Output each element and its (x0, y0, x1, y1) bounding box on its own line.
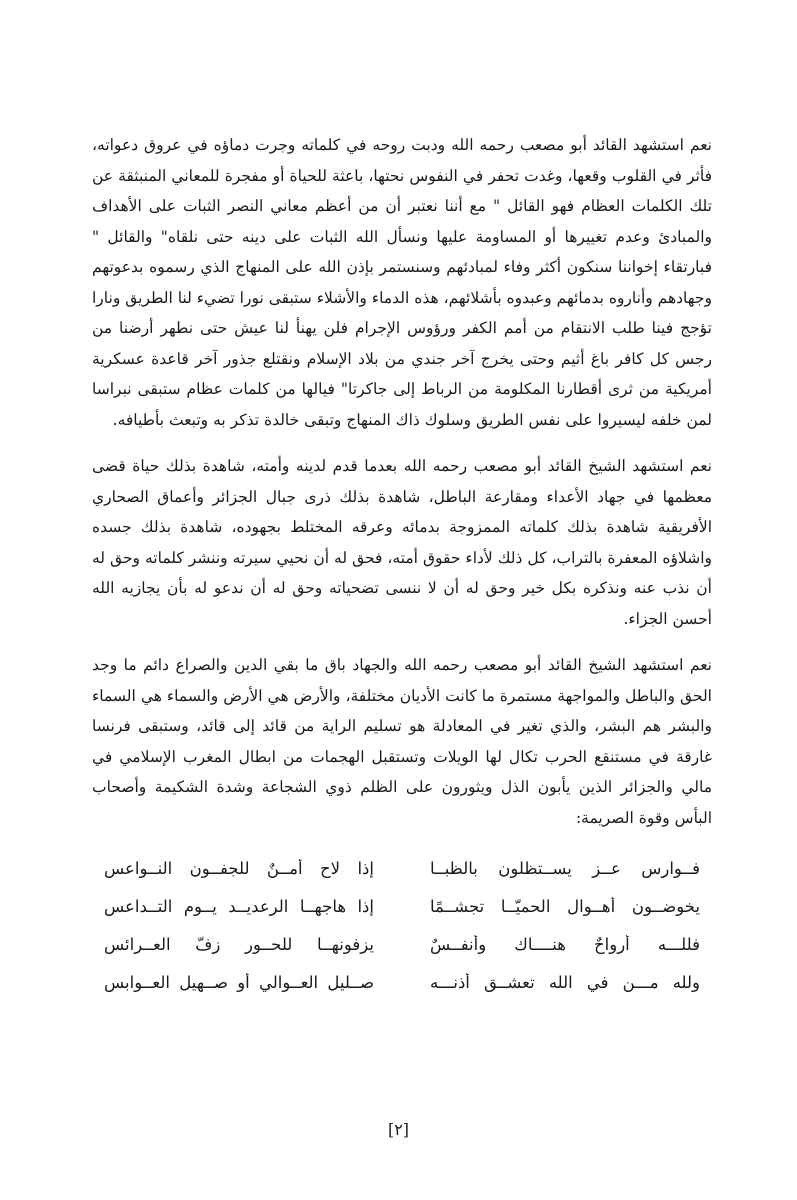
paragraph-1: نعم استشهد القائد أبو مصعب رحمه الله ودبت روحه في كلماته وجرت دماؤه في عروق دعواته، فأثر في القلوب وقعها، وغدت تحفر في النفوس نحتها، باعثة للحياة أو مفجرة للمعاني المنبثقة عن تلك الكلمات العظام فهو القائل " مع أننا نعتبر أن من أعظم معاني النصر الثبات على الأهداف والمبادئ وعدم تغييرها أو المساومة عليها ونسأل الله الثبات على دينه حتى نلقاه" والقائل " فبارتقاء إخواننا سنكون أكثر وفاء لمبادئهم وسنستمر بإذن الله على المنهاج الذي رسموه بدعوتهم وجهادهم وأناروه بدمائهم وعبدوه بأشلائهم، هذه الدماء والأشلاء ستبقى نورا تضيء لنا الطريق ونارا تؤجج فينا طلب الانتقام من أمم الكفر ورؤوس الإجرام فلن يهنأ لنا عيش حتى نطهر أرضنا من رجس كل كافر باغ أثيم وحتى يخرج آخر جندي من بلاد الإسلام ونقتلع جذور آخر قاعدة عسكرية أمريكية من ثرى أقطارنا المكلومة من الرباط إلى جاكرتا" فيالها من كلمات عظام ستبقى نبراسا لمن خلفه ليسيروا على نفس الطريق وسلوك ذاك المنهاج وتبقى خالدة تذكر به وتبعث بأطيافه. (92, 136, 712, 429)
verse-second-hemistich: إذا هاجهــا الرعديــد يــوم التــداعسِ (104, 896, 374, 916)
poem-verse (92, 849, 712, 887)
paragraph-2: نعم استشهد الشيخ القائد أبو مصعب رحمه الله بعدما قدم لدينه وأمته، شاهدة بذلك حياة قضى معظمها في جهاد الأعداء ومقارعة الباطل، شاهدة بذلك ذرى جبال الجزائر وأعماق الصحاري الأفريقية شاهدة بذلك كلماته الممزوجة بدمائه وعرقه المختلط بجهوده، شاهدة بذلك جسده واشلاؤه المعفرة بالتراب، كل ذلك لأداء حقوق أمته، فحق له أن نحيي سيرته وننشر كلماته وحق له أن نذب عنه ونذكره بكل خير وحق له أن لا ننسى تضحياته وحق له أن ندعو له بأن يجازيه الله أحسن الجزاء. (92, 457, 712, 628)
verse-first-hemistich: فللـــه أرواحٌ هنــــاك وأنفــسٌ (430, 934, 700, 954)
body-text (92, 130, 712, 1001)
verse-first-hemistich: يخوضــون أهــوال الحميّــا تجشــمًا (430, 896, 700, 916)
verse-second-hemistich: يزفونهــا للحــور زفّ العــرائسِ (104, 934, 374, 954)
verse-first-hemistich: فــوارس عــز يســتظلون بالظبــا (430, 858, 700, 878)
poem (92, 849, 712, 1001)
poem-verse (92, 887, 712, 925)
page-number: [٢] (387, 1120, 410, 1139)
verse-second-hemistich: صــليل العــوالي أو صــهيل العــوابسِ (104, 972, 374, 992)
poem-verse (92, 963, 712, 1001)
paragraph-3: نعم استشهد الشيخ القائد أبو مصعب رحمه الله والجهاد باق ما بقي الدين والصراع دائم ما وجد الحق والباطل والمواجهة مستمرة ما كانت الأديان مختلفة، والأرض هي الأرض والسماء هي السماء والبشر هم البشر، والذي تغير في المعادلة هو تسليم الراية من قائد إلى قائد، وستبقى فرنسا غارقة في مستنقع الحرب تكال لها الويلات وتستقبل الهجمات من ابطال المغرب الإسلامي في مالي والجزائر الذين يأبون الذل ويثورون على الظلم ذوي الشجاعة وشدة الشكيمة وأصحاب البأس وقوة الصريمة: (92, 656, 712, 827)
verse-second-hemistich: إذا لاح أمــنٌ للجفــون النــواعسِ (104, 858, 374, 878)
verse-first-hemistich: ولله مـــن في الله تعشــق أذنـــه (430, 972, 700, 992)
poem-verse (92, 925, 712, 963)
